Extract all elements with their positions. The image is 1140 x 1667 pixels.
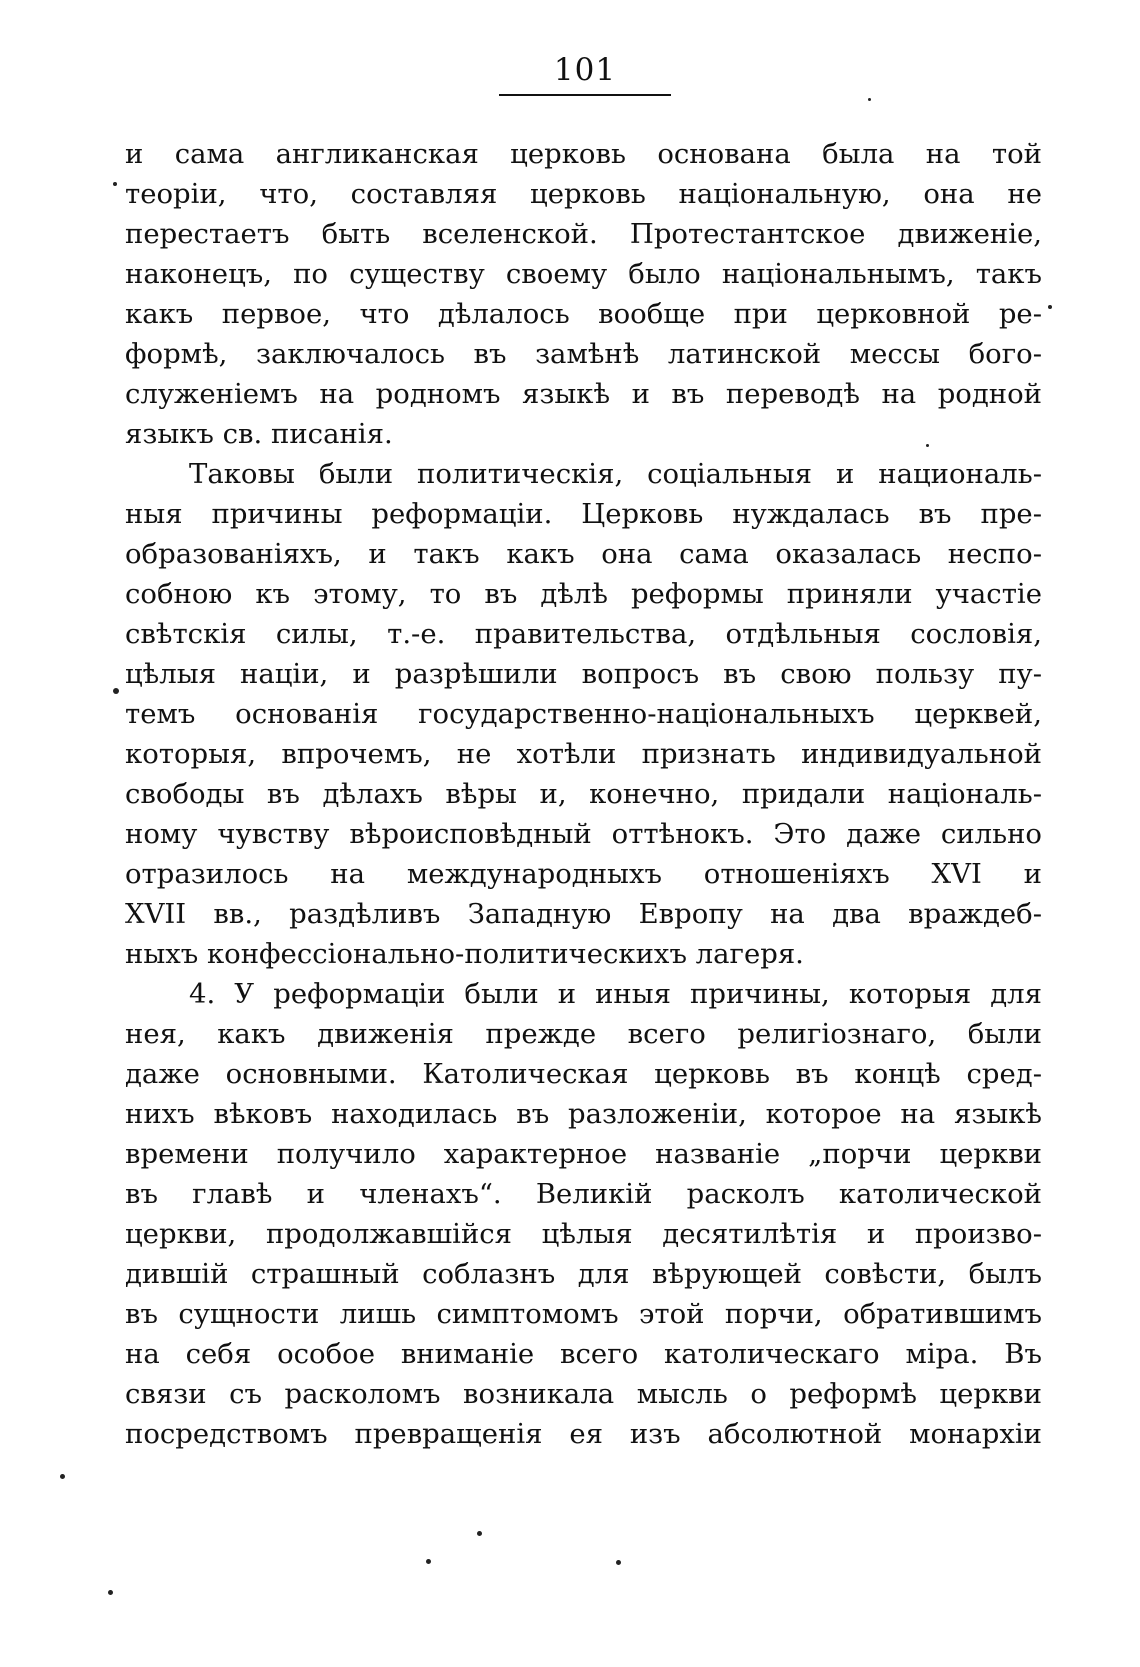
text-line: связи съ расколомъ возникала мысль о реформѣ церкви [125, 1378, 1042, 1410]
text-line: 4. У реформаціи были и иныя причины, которыя для [189, 978, 1042, 1010]
text-line: дившій страшный соблазнъ для вѣрующей совѣсти, былъ [125, 1258, 1042, 1290]
text-line: нея, какъ движенія прежде всего религіознаго, были [125, 1018, 1042, 1050]
text-line: образованіяхъ, и такъ какъ она сама оказалась неспо- [125, 538, 1042, 570]
text-line: ныя причины реформаціи. Церковь нуждалась въ пре- [125, 498, 1042, 530]
text-line: темъ основанія государственно-національныхъ церквей, [125, 698, 1042, 730]
scan-speck [868, 98, 871, 101]
text-line: цѣлыя націи, и разрѣшили вопросъ въ свою пользу пу- [125, 658, 1042, 690]
scan-speck [1048, 305, 1052, 309]
header-rule [499, 94, 671, 96]
text-line: даже основными. Католическая церковь въ концѣ сред- [125, 1058, 1042, 1090]
text-line: которыя, впрочемъ, не хотѣли признать индивидуальной [125, 738, 1042, 770]
scan-speck [616, 1560, 621, 1565]
text-line: нихъ вѣковъ находилась въ разложеніи, которое на языкѣ [125, 1098, 1042, 1130]
text-line: отразилось на международныхъ отношеніяхъ XVI и [125, 858, 1042, 890]
text-line: свободы въ дѣлахъ вѣры и, конечно, придали національ- [125, 778, 1042, 810]
text-line: формѣ, заключалось въ замѣнѣ латинской мессы бого- [125, 338, 1042, 370]
text-line: наконецъ, по существу своему было національнымъ, такъ [125, 258, 1042, 290]
scan-speck [108, 1590, 113, 1595]
scan-speck [926, 444, 929, 447]
text-line: теоріи, что, составляя церковь національную, она не [125, 178, 1042, 210]
text-line: собною къ этому, то въ дѣлѣ реформы приняли участіе [125, 578, 1042, 610]
text-line: XVII вв., раздѣливъ Западную Европу на два враждеб- [125, 898, 1042, 930]
text-line: времени получило характерное названіе „порчи церкви [125, 1138, 1042, 1170]
text-line: и сама англиканская церковь основана была на той [125, 138, 1042, 170]
scan-speck [60, 1474, 65, 1479]
scan-speck [426, 1559, 431, 1564]
scan-speck [113, 182, 117, 186]
text-line: въ главѣ и членахъ“. Великій расколъ католической [125, 1178, 1042, 1210]
text-line: посредствомъ превращенія ея изъ абсолютной монархіи [125, 1418, 1042, 1450]
body-text [125, 134, 1042, 1454]
text-line: служеніемъ на родномъ языкѣ и въ переводѣ на родной [125, 378, 1042, 410]
text-line: языкъ св. писанія. [125, 418, 393, 450]
text-line: перестаетъ быть вселенской. Протестантское движеніе, [125, 218, 1042, 250]
text-line: Таковы были политическія, соціальныя и националь- [189, 458, 1042, 490]
scan-speck [113, 688, 119, 694]
text-line: церкви, продолжавшійся цѣлыя десятилѣтія и произво- [125, 1218, 1042, 1250]
text-line: на себя особое вниманіе всего католическаго міра. Въ [125, 1338, 1042, 1370]
text-line: свѣтскія силы, т.-е. правительства, отдѣльныя сословія, [125, 618, 1042, 650]
page-number: 101 [553, 52, 617, 88]
text-line: ному чувству вѣроисповѣдный оттѣнокъ. Это даже сильно [125, 818, 1042, 850]
text-line: какъ первое, что дѣлалось вообще при церковной ре- [125, 298, 1042, 330]
text-line: въ сущности лишь симптомомъ этой порчи, обратившимъ [125, 1298, 1042, 1330]
scan-speck [477, 1531, 482, 1536]
text-line: ныхъ конфессіонально-политическихъ лагеря. [125, 938, 804, 970]
